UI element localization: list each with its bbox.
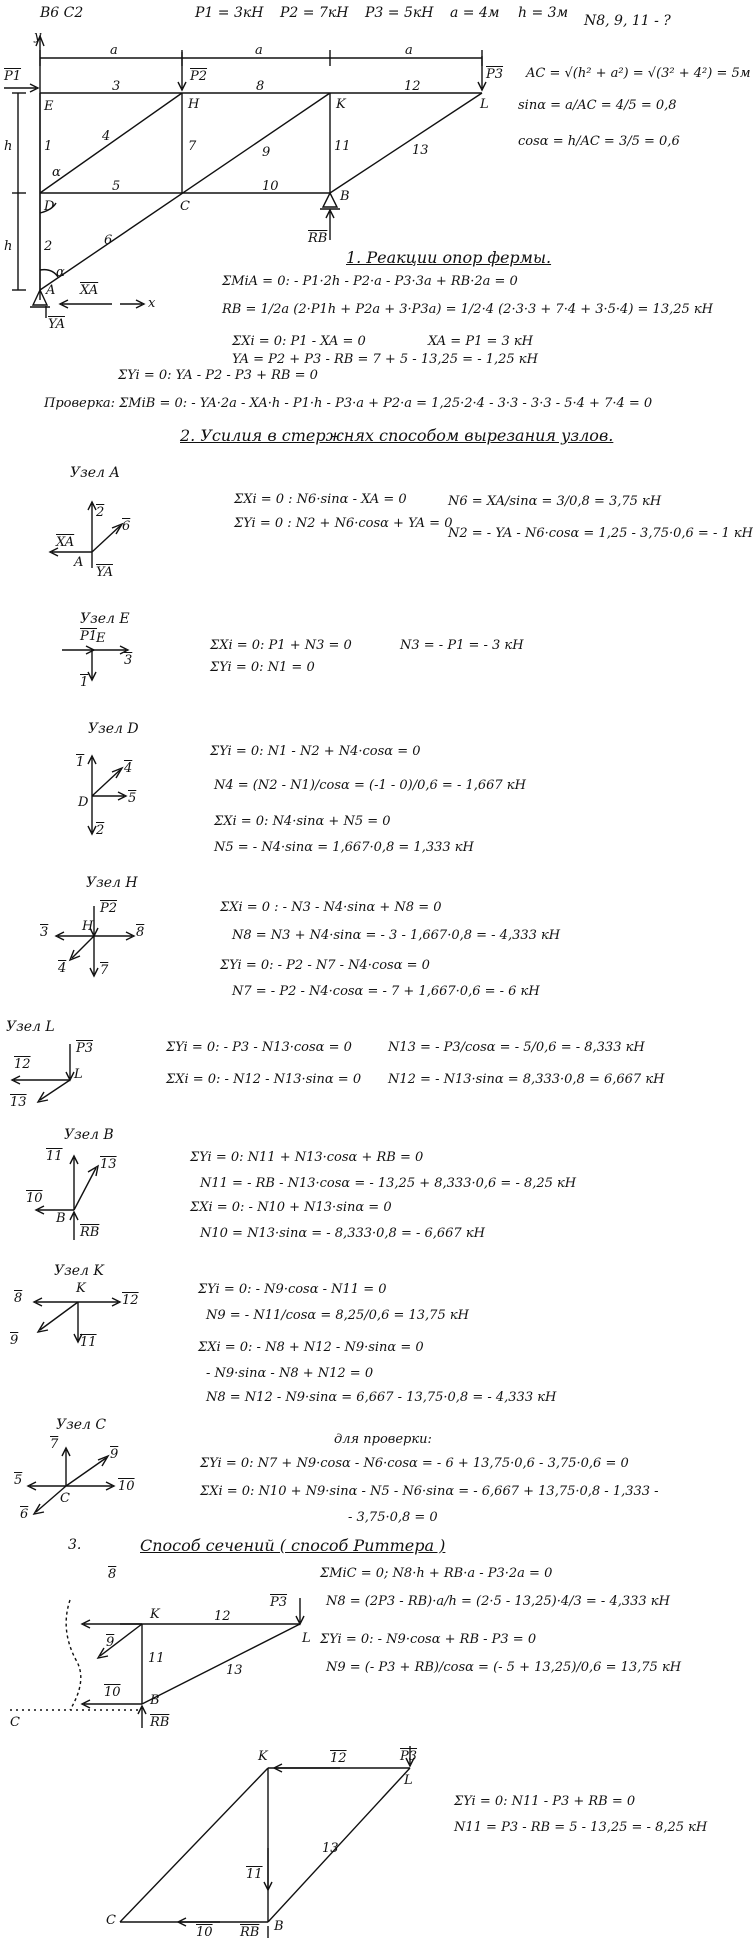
node-e-res1: N3 = - P1 = - 3 кН (400, 638, 524, 653)
node-e-point: E (96, 631, 106, 646)
node-b-n11: 11 (46, 1149, 63, 1164)
node-b-eq1: ΣYi = 0: N11 + N13·cosα + RB = 0 (190, 1150, 424, 1165)
node-a-fbd (0, 490, 140, 570)
node-d-n4: 4 (124, 761, 133, 776)
node-c-point: C (60, 1491, 70, 1506)
node-H: H (188, 97, 200, 112)
node-c-note: для проверки: (334, 1432, 432, 1447)
node-h-n4: 4 (58, 961, 67, 976)
node-b-eq3: ΣXi = 0: - N10 + N13·sinα = 0 (190, 1200, 392, 1215)
node-b-n10: 10 (26, 1191, 43, 1206)
bar-8: 8 (256, 79, 265, 94)
bar-13: 13 (412, 143, 429, 158)
ritter-n8: 8 (108, 1567, 117, 1582)
node-h-p2: P2 (100, 901, 118, 916)
node-d-eq2: N4 = (N2 - N1)/cosα = (-1 - 0)/0,6 = - 1,667 кН (214, 778, 526, 793)
axis-y-label: y (34, 29, 42, 44)
r2-p3: P3 (400, 1749, 418, 1764)
node-l-n13: 13 (10, 1095, 27, 1110)
node-a-n6: 6 (122, 519, 131, 534)
s1-check: Проверка: ΣMiB = 0: - YA·2a - XA·h - P1·h - P3·a + P2·a = 1,25·2·4 - 3·3 - 3·3 - 5·4 + 7·4 = 0 (44, 396, 653, 411)
node-k-n8: 8 (14, 1291, 23, 1306)
node-b-rb: $\overline{RB}$ (80, 1225, 100, 1240)
node-c-heading: Узел C (56, 1417, 107, 1433)
node-l-eq2: ΣXi = 0: - N12 - N13·sinα = 0 (166, 1072, 362, 1087)
node-b-eq4: N10 = N13·sinα = - 8,333·0,8 = - 6,667 кН (200, 1226, 485, 1241)
section1-title: 1. Реакции опор фермы. (346, 248, 552, 267)
r2-node-k: K (258, 1749, 268, 1764)
node-d-n5: 5 (128, 791, 137, 806)
dim-label-a3: a (405, 43, 413, 58)
node-a-ya: $\overline{YA}$ (96, 565, 113, 580)
dim-label-a2: a (255, 43, 263, 58)
node-l-p3: P3 (76, 1041, 94, 1056)
node-l-point: L (74, 1067, 83, 1082)
bar-5: 5 (112, 179, 121, 194)
node-l-res2: N12 = - N13·sinα = 8,333·0,8 = 6,667 кН (388, 1072, 665, 1087)
node-k-eq3: ΣXi = 0: - N8 + N12 - N9·sinα = 0 (198, 1340, 424, 1355)
s1-line4: YA = P2 + P3 - RB = 7 + 5 - 13,25 = - 1,25 кН (232, 352, 538, 367)
node-a-eq1: ΣXi = 0 : N6·sinα - XA = 0 (234, 492, 407, 507)
ritter-bar11: 11 (148, 1651, 165, 1666)
angle-label-d: α (52, 165, 61, 180)
load-p3-label: P3 (486, 67, 504, 82)
node-h-n8: 8 (136, 925, 145, 940)
node-C: C (180, 199, 190, 214)
ritter-node-c: C (10, 1715, 20, 1730)
section2-title: 2. Усилия в стержнях способом вырезания узлов. (180, 426, 614, 445)
node-b-point: B (56, 1211, 66, 1226)
bar-2: 2 (44, 239, 53, 254)
s3-eq4: N9 = (- P3 + RB)/cosα = (- 5 + 13,25)/0,6 = 13,75 кН (326, 1660, 682, 1675)
r2-node-c: C (106, 1913, 116, 1928)
s3-eq1: ΣMiC = 0; N8·h + RB·a - P3·2a = 0 (320, 1566, 553, 1581)
ritter-section2-diagram (0, 1738, 460, 1938)
node-d-heading: Узел D (88, 721, 139, 737)
angle-label-a: α (56, 265, 65, 280)
node-c-n9: 9 (110, 1447, 119, 1462)
node-d-eq4: N5 = - N4·sinα = 1,667·0,8 = 1,333 кН (214, 840, 474, 855)
node-b-n13: 13 (100, 1157, 117, 1172)
load-p2: P2 = 7кН (280, 5, 349, 21)
node-D: D (44, 199, 55, 214)
node-E: E (44, 99, 54, 114)
s1-line3: ΣXi = 0: P1 - XA = 0 (232, 334, 366, 349)
r2-node-l: L (404, 1773, 413, 1788)
r2-bar13: 13 (322, 1841, 339, 1856)
s1-line5: ΣYi = 0: YA - P2 - P3 + RB = 0 (118, 368, 318, 383)
load-p1-label: P1 (4, 69, 22, 84)
node-d-n1: 1 (76, 755, 85, 770)
node-h-fbd (0, 896, 150, 996)
node-e-n1: 1 (80, 675, 89, 690)
node-c-eq1: ΣYi = 0: N7 + N9·cosα - N6·cosα = - 6 + 13,75·0,6 - 3,75·0,6 = 0 (200, 1456, 629, 1471)
node-c-n7: 7 (50, 1437, 59, 1452)
node-e-eq1: ΣXi = 0: P1 + N3 = 0 (210, 638, 352, 653)
node-h-eq2: N8 = N3 + N4·sinα = - 3 - 1,667·0,8 = - 4,333 кН (232, 928, 561, 943)
geometry-ac: AC = √(h² + a²) = √(3² + 4²) = 5м (526, 66, 751, 81)
node-a-xa: $\overline{XA}$ (56, 535, 75, 550)
node-k-heading: Узел K (54, 1263, 104, 1279)
node-k-eq1: ΣYi = 0: - N9·cosα - N11 = 0 (198, 1282, 387, 1297)
ritter-section-diagram (0, 1560, 320, 1730)
node-a-res2: N2 = - YA - N6·cosα = 1,25 - 3,75·0,6 = - 1 кН (448, 526, 753, 541)
node-a-eq2: ΣYi = 0 : N2 + N6·cosα + YA = 0 (234, 516, 453, 531)
node-K: K (336, 97, 346, 112)
section3-num: 3. (68, 1537, 82, 1553)
node-l-n12: 12 (14, 1057, 31, 1072)
ritter-bar13: 13 (226, 1663, 243, 1678)
node-d-n2: 2 (96, 823, 105, 838)
node-L: L (480, 97, 489, 112)
node-h-eq3: ΣYi = 0: - P2 - N7 - N4·cosα = 0 (220, 958, 430, 973)
section3-title: Способ сечений ( способ Риттера ) (140, 1536, 446, 1555)
node-a-res1: N6 = XA/sinα = 3/0,8 = 3,75 кН (448, 494, 662, 509)
s3-eq6: N11 = P3 - RB = 5 - 13,25 = - 8,25 кН (454, 1820, 708, 1835)
s1-line2: RB = 1/2a (2·P1h + P2a + 3·P3a) = 1/2·4 (2·3·3 + 7·4 + 3·5·4) = 13,25 кН (222, 302, 714, 317)
dim-label-a1: a (110, 43, 118, 58)
node-e-n3: 3 (124, 653, 133, 668)
node-e-eq2: ΣYi = 0: N1 = 0 (210, 660, 315, 675)
node-A: A (46, 283, 56, 298)
node-e-heading: Узел E (80, 611, 130, 627)
node-c-eq3: - 3,75·0,8 = 0 (348, 1510, 438, 1525)
node-k-eq4: - N9·sinα - N8 + N12 = 0 (206, 1366, 374, 1381)
s3-eq2: N8 = (2P3 - RB)·a/h = (2·5 - 13,25)·4/3 = - 4,333 кН (326, 1594, 670, 1609)
node-a-heading: Узел А (70, 465, 121, 481)
load-p1: P1 = 3кН (195, 5, 264, 21)
ritter-bar12: 12 (214, 1609, 231, 1624)
node-k-n12: 12 (122, 1293, 139, 1308)
r2-n12: 12 (330, 1751, 347, 1766)
dim-label-h2: h (4, 239, 13, 254)
s3-eq3: ΣYi = 0: - N9·cosα + RB - P3 = 0 (320, 1632, 537, 1647)
dim-a: a = 4м (450, 5, 500, 21)
ritter-node-k: K (150, 1607, 160, 1622)
node-l-eq1: ΣYi = 0: - P3 - N13·cosα = 0 (166, 1040, 352, 1055)
node-b-eq2: N11 = - RB - N13·cosα = - 13,25 + 8,333·0,6 = - 8,25 кН (200, 1176, 577, 1191)
node-h-eq4: N7 = - P2 - N4·cosα = - 7 + 1,667·0,6 = - 6 кН (232, 984, 540, 999)
node-B: B (340, 189, 350, 204)
ritter-n10: 10 (104, 1685, 121, 1700)
node-k-eq5: N8 = N12 - N9·sinα = 6,667 - 13,75·0,8 = - 4,333 кН (206, 1390, 557, 1405)
node-e-p1: P1 (80, 629, 98, 644)
node-c-eq2: ΣXi = 0: N10 + N9·sinα - N5 - N6·sinα = - 6,667 + 13,75·0,8 - 1,333 - (200, 1484, 659, 1499)
ritter-p3: P3 (270, 1595, 288, 1610)
bar-4: 4 (102, 129, 111, 144)
node-k-n11: 11 (80, 1335, 97, 1350)
node-l-res1: N13 = - P3/cosα = - 5/0,6 = - 8,333 кН (388, 1040, 645, 1055)
r2-rb: $\overline{RB}$ (240, 1925, 260, 1940)
node-h-point: H (82, 919, 94, 934)
node-k-eq2: N9 = - N11/cosα = 8,25/0,6 = 13,75 кН (206, 1308, 469, 1323)
node-a-point: A (74, 555, 84, 570)
dim-label-h1: h (4, 139, 13, 154)
node-h-heading: Узел H (86, 875, 138, 891)
load-p2-label: P2 (190, 69, 208, 84)
s1-line1: ΣMiA = 0: - P1·2h - P2·a - P3·3a + RB·2a = 0 (222, 274, 518, 289)
node-d-point: D (78, 795, 89, 810)
node-b-heading: Узел B (64, 1127, 114, 1143)
load-p3: P3 = 5кН (365, 5, 434, 21)
task-unknowns: N8, 9, 11 - ? (584, 13, 671, 29)
bar-12: 12 (404, 79, 421, 94)
s1-line3b: XA = P1 = 3 кН (428, 334, 534, 349)
dim-h: h = 3м (518, 5, 569, 21)
bar-1: 1 (44, 139, 53, 154)
r2-n10: 10 (196, 1925, 213, 1940)
bar-6: 6 (104, 233, 113, 248)
node-e-fbd (0, 630, 140, 690)
node-h-n7: 7 (100, 963, 109, 978)
reaction-rb-label: $\overline{RB}$ (308, 231, 328, 246)
node-h-eq1: ΣXi = 0 : - N3 - N4·sinα + N8 = 0 (220, 900, 442, 915)
reaction-ya-label: $\overline{YA}$ (48, 317, 65, 332)
s3-eq5: ΣYi = 0: N11 - P3 + RB = 0 (454, 1794, 636, 1809)
ritter-rb: $\overline{RB}$ (150, 1715, 170, 1730)
bar-7: 7 (188, 139, 197, 154)
r2-node-b: B (274, 1919, 284, 1934)
node-d-eq1: ΣYi = 0: N1 - N2 + N4·cosα = 0 (210, 744, 421, 759)
variant-label: B6 C2 (40, 5, 84, 21)
bar-10: 10 (262, 179, 279, 194)
bar-11: 11 (334, 139, 351, 154)
r2-n11: 11 (246, 1867, 263, 1882)
node-c-n5: 5 (14, 1473, 23, 1488)
ritter-node-b: B (150, 1693, 160, 1708)
geometry-cos: cosα = h/AC = 3/5 = 0,6 (518, 134, 680, 149)
node-k-point: K (76, 1281, 86, 1296)
ritter-n9: 9 (106, 1635, 115, 1650)
geometry-sin: sinα = a/AC = 4/5 = 0,8 (518, 98, 677, 113)
node-k-n9: 9 (10, 1333, 19, 1348)
bar-9: 9 (262, 145, 271, 160)
node-l-heading: Узел L (6, 1019, 55, 1035)
ritter-node-l: L (302, 1631, 311, 1646)
axis-x-label: x (148, 296, 156, 311)
node-h-n3: 3 (40, 925, 49, 940)
reaction-xa-label: $\overline{XA}$ (80, 283, 99, 298)
node-c-n10: 10 (118, 1479, 135, 1494)
node-a-n2: 2 (96, 505, 105, 520)
bar-3: 3 (112, 79, 121, 94)
node-d-eq3: ΣXi = 0: N4·sinα + N5 = 0 (214, 814, 391, 829)
node-c-n6: 6 (20, 1507, 29, 1522)
